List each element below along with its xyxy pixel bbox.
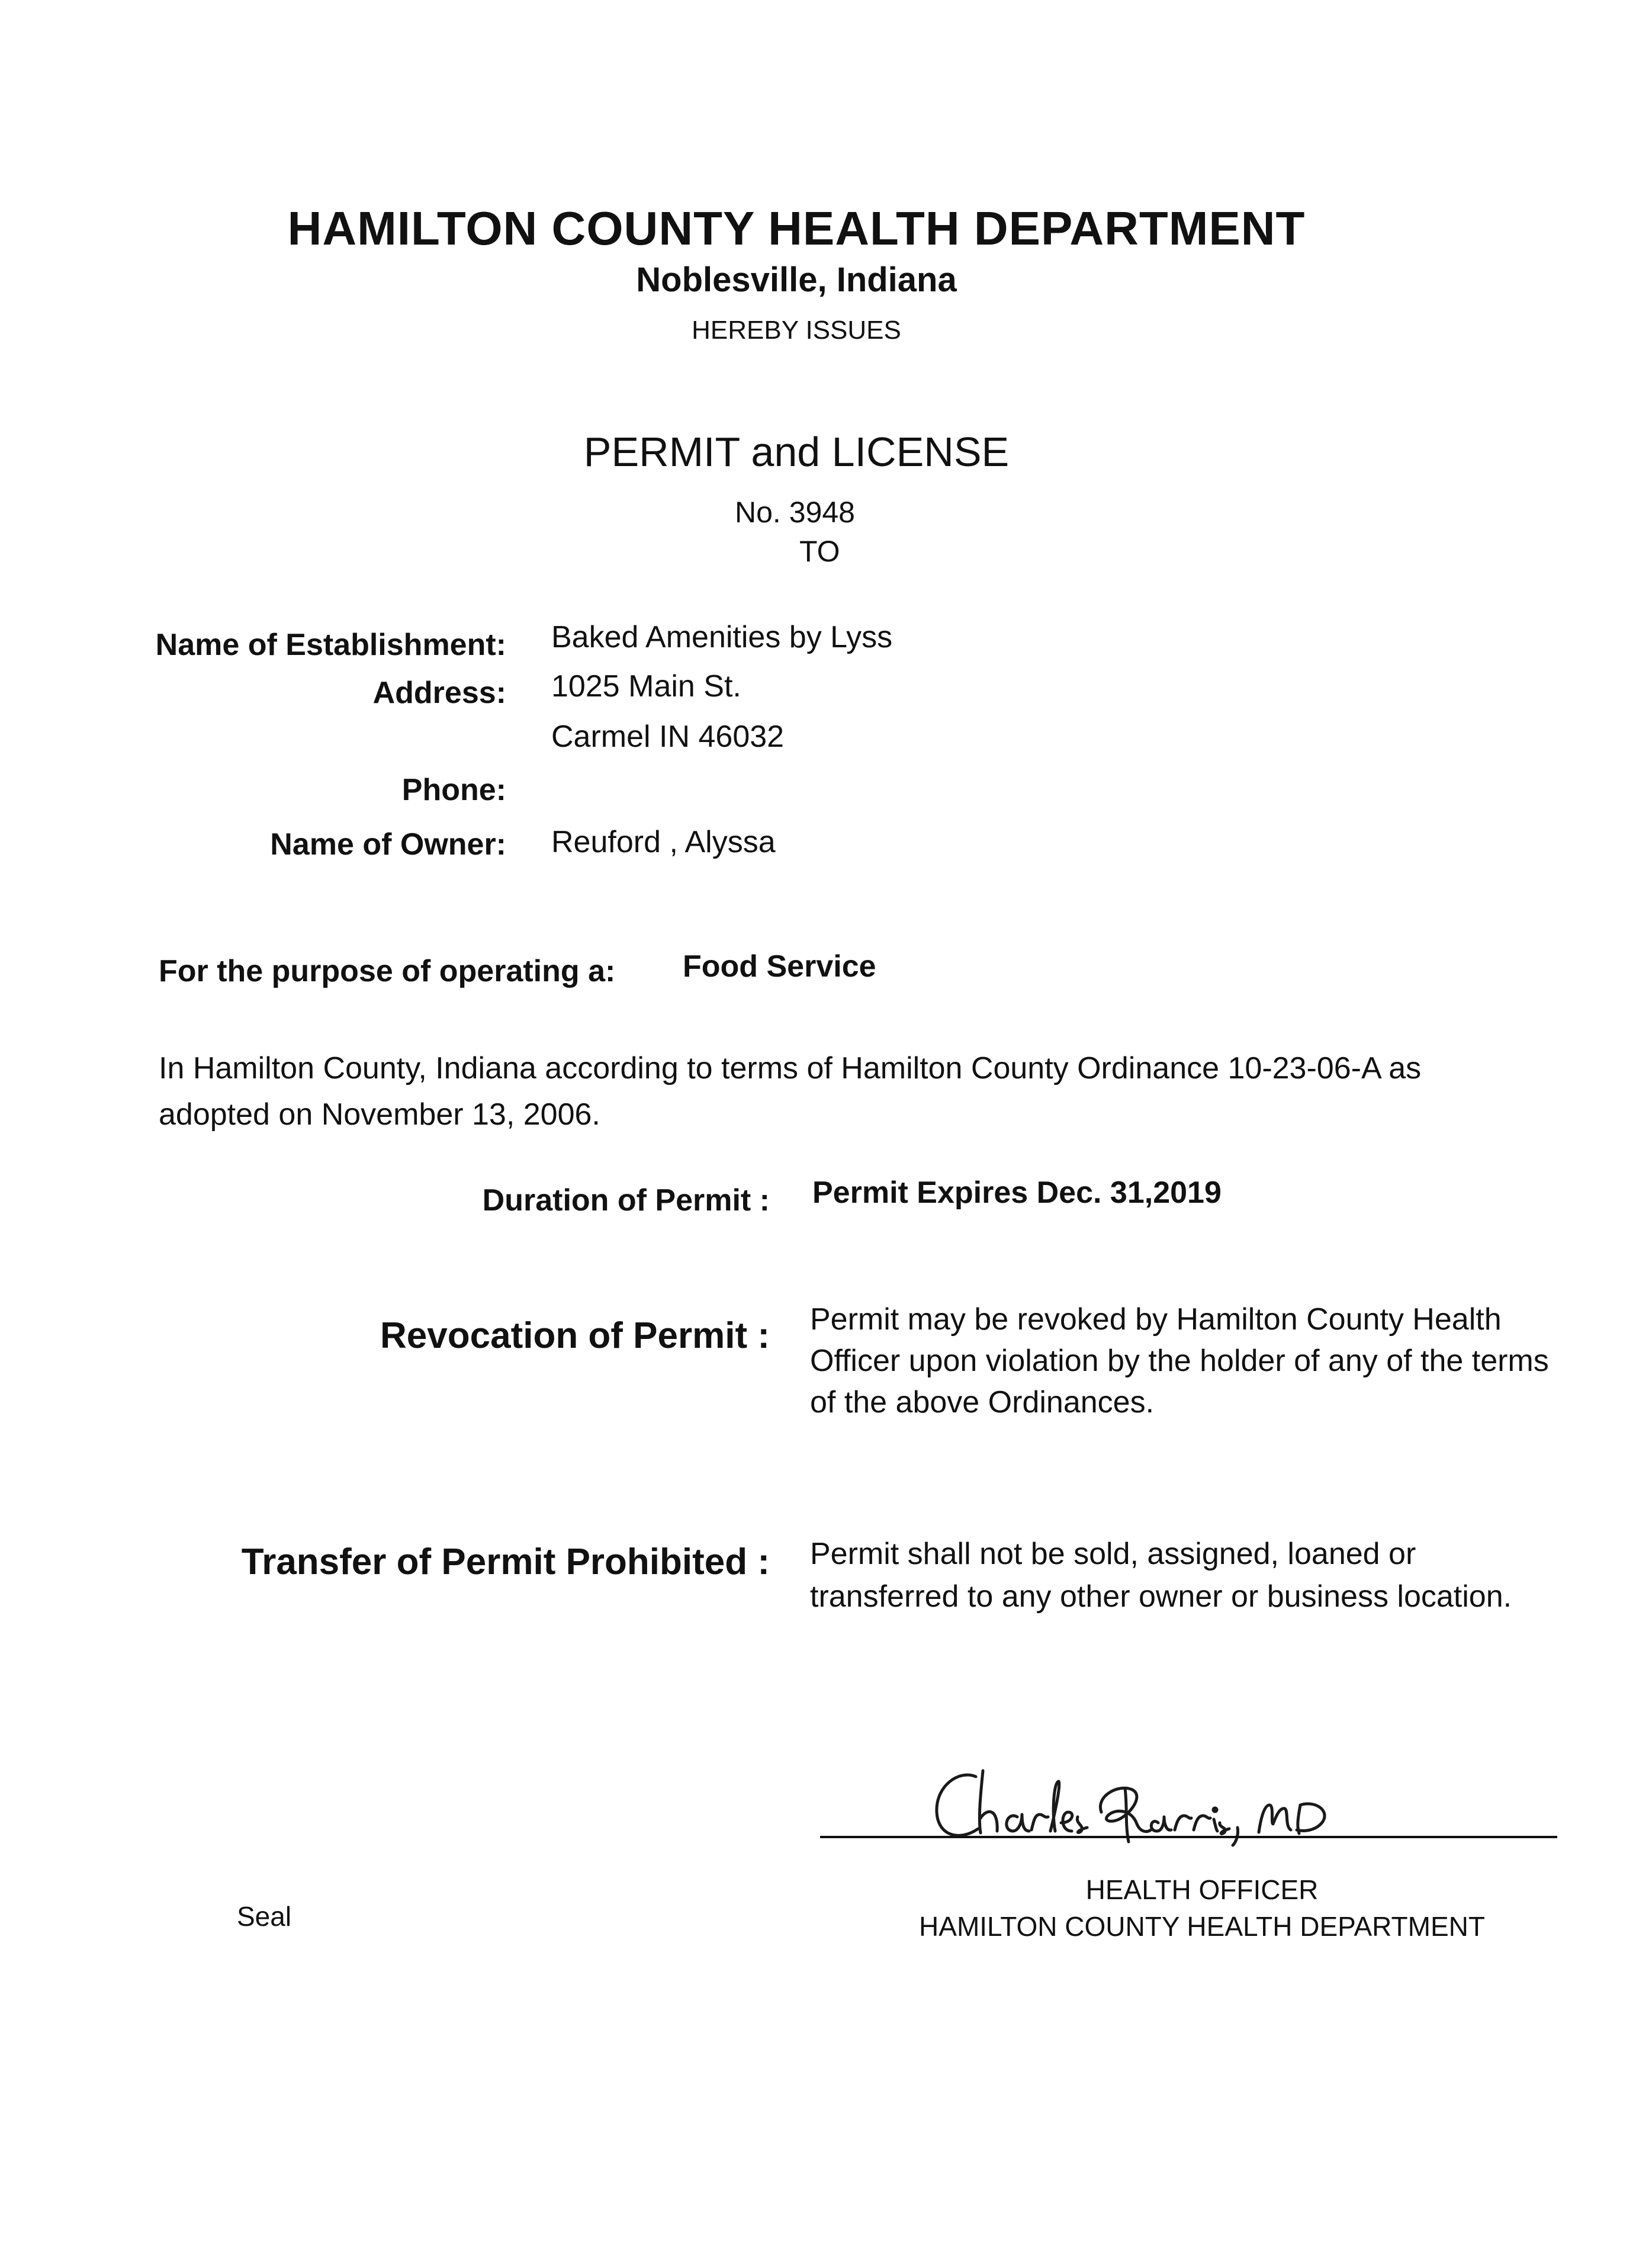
address-line2: Carmel IN 46032 (551, 720, 785, 754)
transfer-text: Permit shall not be sold, assigned, loaned or transferred to any other owner or business location. (810, 1537, 1512, 1614)
transfer-label: Transfer of Permit Prohibited : (241, 1542, 770, 1582)
hereby-issues: HEREBY ISSUES (692, 316, 901, 345)
signature-line (820, 1836, 1557, 1838)
department-location: Noblesville, Indiana (636, 261, 957, 299)
purpose-label: For the purpose of operating a: (159, 954, 616, 988)
department-title: HAMILTON COUNTY HEALTH DEPARTMENT (287, 202, 1306, 255)
address-line1: 1025 Main St. (551, 669, 741, 704)
health-officer-title: HEALTH OFFICER (1085, 1874, 1319, 1905)
duration-label: Duration of Permit : (482, 1183, 770, 1218)
revocation-text: Permit may be revoked by Hamilton County Health Officer upon violation by the holder of any of the terms of the above Ordinances. (810, 1302, 1549, 1420)
establishment-name: Baked Amenities by Lyss (551, 620, 893, 654)
revocation-label: Revocation of Permit : (380, 1315, 770, 1356)
purpose-value: Food Service (683, 949, 876, 984)
owner-name: Reuford , Alyssa (551, 825, 776, 859)
ordinance-text: In Hamilton County, Indiana according to terms of Hamilton County Ordinance 10-23-06-A as adopted on November 13, 2006. (159, 1051, 1422, 1132)
seal-label: Seal (237, 1901, 292, 1932)
owner-label: Name of Owner: (270, 827, 506, 862)
permit-number: No. 3948 (735, 496, 855, 529)
address-label: Address: (372, 676, 506, 710)
permit-title: PERMIT and LICENSE (583, 429, 1010, 475)
permit-to: TO (799, 535, 840, 568)
handwritten-signature (924, 1753, 1338, 1854)
establishment-name-label: Name of Establishment: (155, 628, 506, 662)
duration-value: Permit Expires Dec. 31,2019 (812, 1176, 1222, 1210)
phone-label: Phone: (401, 773, 506, 807)
signature-department: HAMILTON COUNTY HEALTH DEPARTMENT (919, 1911, 1485, 1942)
